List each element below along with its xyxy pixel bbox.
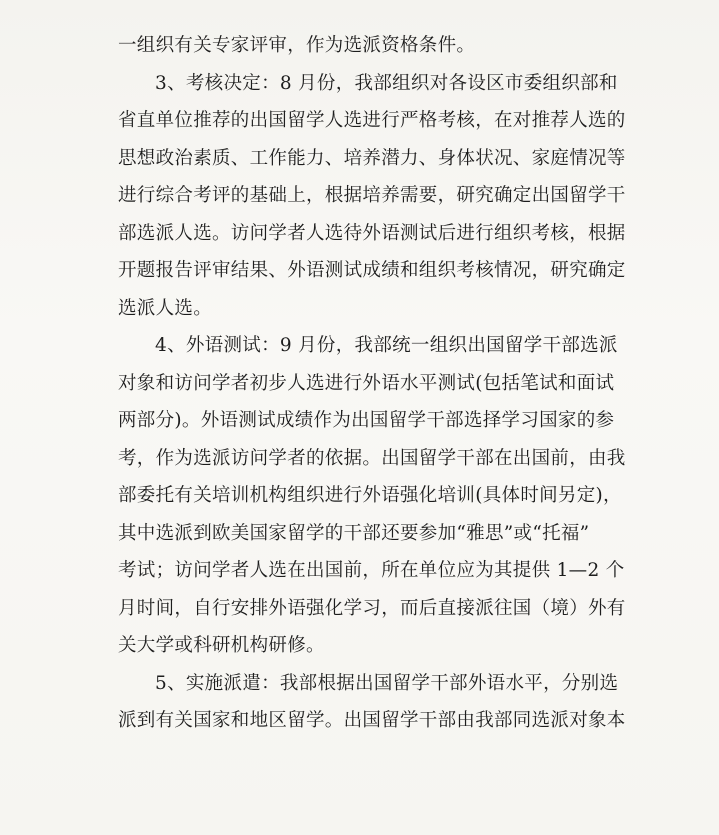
text-line-19: 派到有关国家和地区留学。出国留学干部由我部同选派对象本 bbox=[118, 710, 626, 731]
text-line-10: 对象和访问学者初步人选进行外语水平测试(包括笔试和面试 bbox=[118, 372, 615, 394]
text-line-5: 进行综合考评的基础上，根据培养需要，研究确定出国留学干 bbox=[118, 185, 626, 206]
text-line-8: 选派人选。 bbox=[118, 297, 213, 319]
text-line-7: 开题报告评审结果、外语测试成绩和组织考核情况，研究确定 bbox=[118, 260, 626, 281]
text-line-4: 思想政治素质、工作能力、培养潜力、身体状况、家庭情况等 bbox=[118, 147, 626, 169]
text-line-17: 关大学或科研机构研修。 bbox=[118, 635, 325, 656]
text-line-3: 省直单位推荐的出国留学人选进行严格考核，在对推荐人选的 bbox=[118, 110, 626, 131]
text-line-6: 部选派人选。访问学者人选待外语测试后进行组织考核，根据 bbox=[118, 222, 626, 244]
text-line-2: 3、考核决定：8 月份，我部组织对各设区市委组织部和 bbox=[155, 72, 618, 94]
text-line-1: 一组织有关专家评审，作为选派资格条件。 bbox=[118, 35, 476, 56]
text-line-12: 考，作为选派访问学者的依据。出国留学干部在出国前，由我 bbox=[118, 447, 626, 469]
text-line-9: 4、外语测试：9 月份，我部统一组织出国留学干部选派 bbox=[155, 335, 618, 356]
text-line-14: 其中选派到欧美国家留学的干部还要参加“雅思”或“托福” bbox=[118, 522, 590, 544]
text-line-13: 部委托有关培训机构组织进行外语强化培训(具体时间另定)， bbox=[118, 485, 622, 506]
text-line-15: 考试；访问学者人选在出国前，所在单位应为其提供 1—2 个 bbox=[118, 560, 625, 581]
text-line-18: 5、实施派遣：我部根据出国留学干部外语水平，分别选 bbox=[155, 672, 619, 694]
text-line-16: 月时间，自行安排外语强化学习，而后直接派往国（境）外有 bbox=[118, 597, 626, 619]
text-line-11: 两部分)。外语测试成绩作为出国留学干部选择学习国家的参 bbox=[118, 410, 615, 431]
